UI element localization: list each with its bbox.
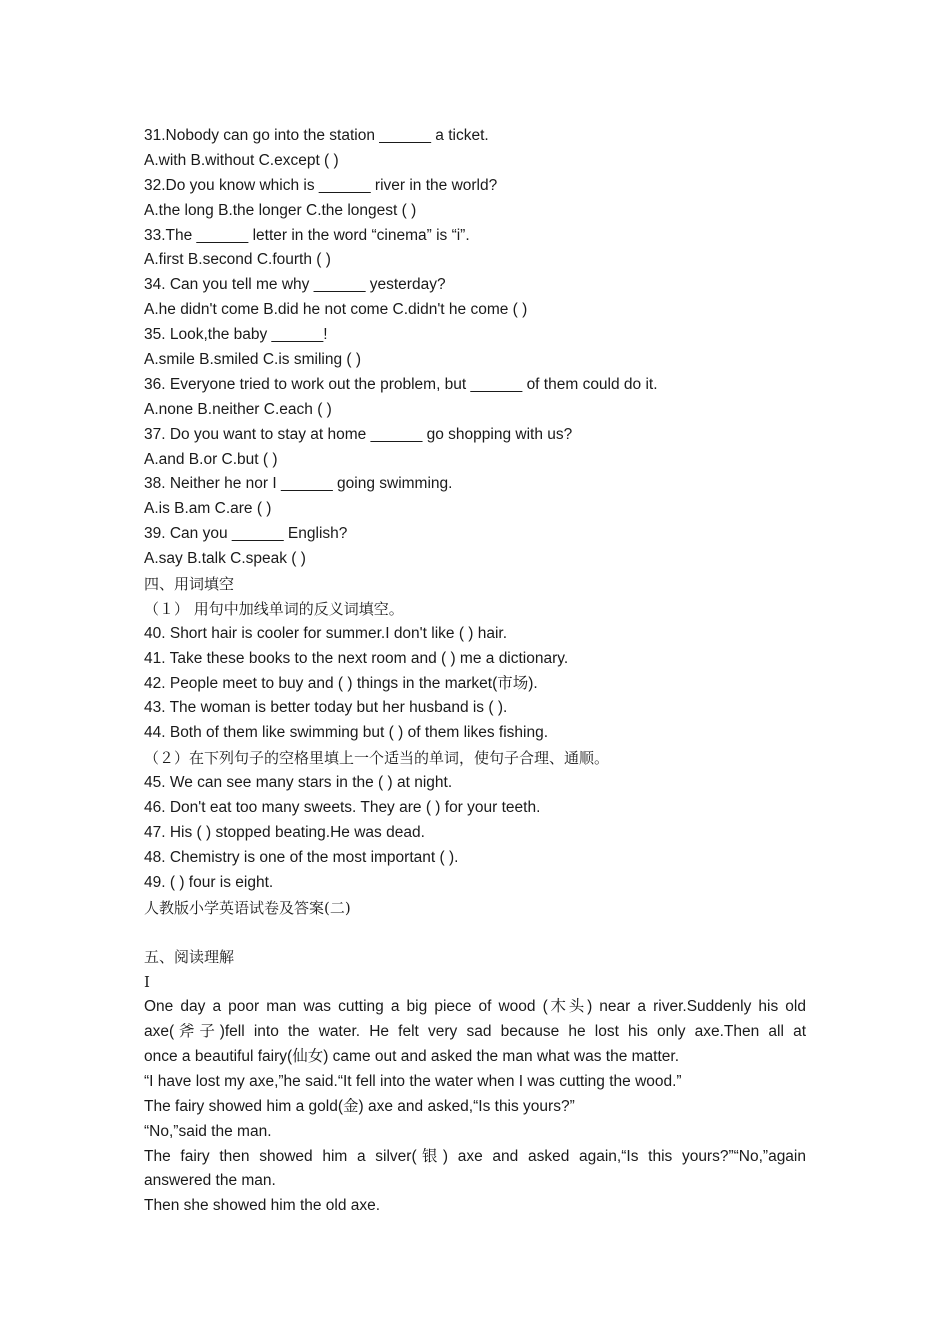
passage-line-6: “No,”said the man.: [144, 1122, 272, 1140]
section-5-heading: 五、阅读理解: [144, 948, 235, 967]
options-32: A.the long B.the longer C.the longest ( ): [144, 201, 417, 219]
document-subtitle: 人教版小学英语试卷及答案(二): [144, 898, 351, 917]
part-label: Ⅰ: [144, 973, 150, 992]
question-49: 49. ( ) four is eight.: [144, 873, 274, 891]
question-31: 31.Nobody can go into the station ______ a ticket.: [144, 127, 489, 144]
passage-line-7: The fairy then showed him a silver(银) axe and asked again,“Is this yours?”“No,”again: [144, 1147, 806, 1165]
passage-line-5: The fairy showed him a gold(金) axe and asked,“Is this yours?”: [144, 1097, 575, 1115]
question-35: 35. Look,the baby ______!: [144, 326, 328, 344]
passage-line-2: axe(斧子)fell into the water. He felt very sad because he lost his only axe.Then all at: [144, 1023, 806, 1041]
passage-line-9: Then she showed him the old axe.: [144, 1197, 381, 1215]
question-41: 41. Take these books to the next room and ( ) me a dictionary.: [144, 649, 569, 667]
options-38: A.is B.am C.are ( ): [144, 500, 272, 518]
question-48: 48. Chemistry is one of the most important ( ).: [144, 848, 459, 866]
multiple-choice-section: [144, 124, 806, 572]
passage-line-4: “I have lost my axe,”he said.“It fell into the water when I was cutting the wood.”: [144, 1072, 682, 1090]
options-37: A.and B.or C.but ( ): [144, 450, 278, 468]
question-44: 44. Both of them like swimming but ( ) of them likes fishing.: [144, 724, 549, 742]
passage-line-1: One day a poor man was cutting a big piece of wood (木头) near a river.Suddenly his old: [144, 998, 806, 1016]
question-42: 42. People meet to buy and ( ) things in the market(市场).: [144, 674, 538, 692]
blank-line: [144, 921, 806, 946]
section-4-heading: 四、用词填空: [144, 575, 235, 594]
options-36: A.none B.neither C.each ( ): [144, 400, 332, 418]
options-31: A.with B.without C.except ( ): [144, 151, 339, 169]
question-43: 43. The woman is better today but her husband is ( ).: [144, 699, 508, 717]
question-36: 36. Everyone tried to work out the problem, but ______ of them could do it.: [144, 375, 658, 393]
question-39: 39. Can you ______ English?: [144, 525, 348, 543]
question-37: 37. Do you want to stay at home ______ go shopping with us?: [144, 425, 573, 443]
part-2-instruction: （２）在下列句子的空格里填上一个适当的单词，使句子合理、通顺。: [144, 749, 610, 768]
passage-line-3: once a beautiful fairy(仙女) came out and asked the man what was the matter.: [144, 1047, 680, 1065]
question-45: 45. We can see many stars in the ( ) at night.: [144, 774, 453, 792]
reading-section: [144, 945, 806, 1219]
question-46: 46. Don't eat too many sweets. They are ( ) for your teeth.: [144, 799, 541, 817]
passage-line-8: answered the man.: [144, 1172, 276, 1190]
question-32: 32.Do you know which is ______ river in the world?: [144, 176, 498, 194]
question-38: 38. Neither he nor I ______ going swimming.: [144, 475, 453, 493]
document-page: [144, 124, 806, 1219]
fill-in-section: [144, 572, 806, 920]
question-40: 40. Short hair is cooler for summer.I don't like ( ) hair.: [144, 624, 508, 642]
question-33: 33.The ______ letter in the word “cinema” is “i”.: [144, 226, 470, 244]
question-34: 34. Can you tell me why ______ yesterday?: [144, 276, 446, 294]
part-1-instruction: （１） 用句中加线单词的反义词填空。: [144, 599, 404, 618]
options-34: A.he didn't come B.did he not come C.didn't he come ( ): [144, 301, 528, 319]
options-35: A.smile B.smiled C.is smiling ( ): [144, 351, 362, 369]
options-39: A.say B.talk C.speak ( ): [144, 550, 306, 568]
question-47: 47. His ( ) stopped beating.He was dead.: [144, 823, 425, 841]
options-33: A.first B.second C.fourth ( ): [144, 251, 331, 269]
